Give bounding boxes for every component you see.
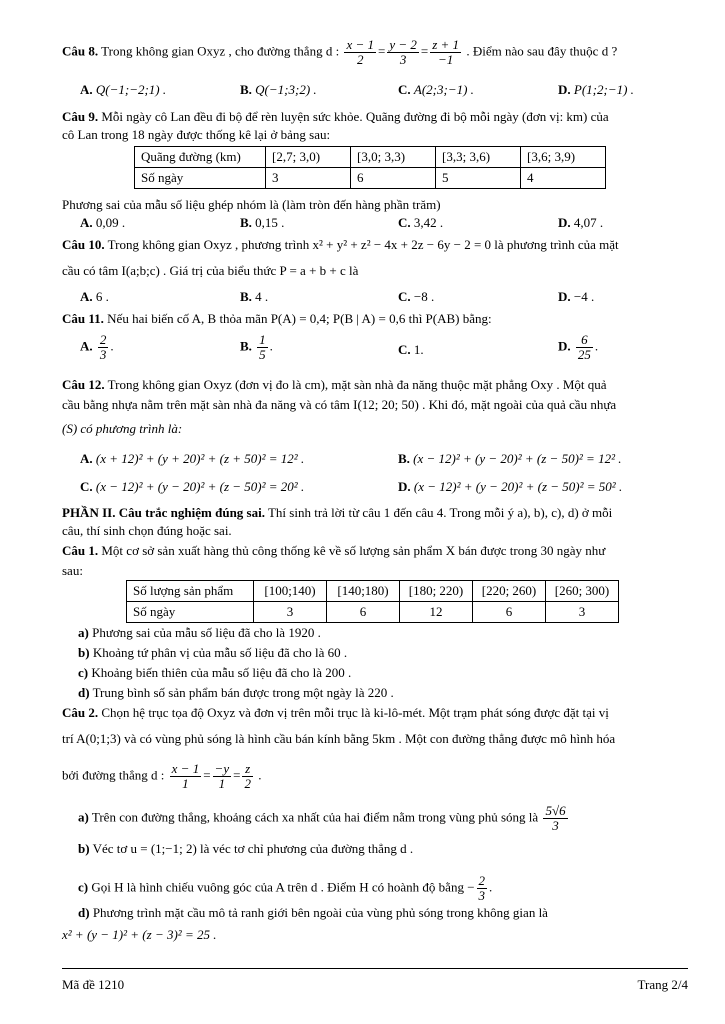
p2q1-item-c: c) Khoảng biến thiên của mẫu số liệu đã cho là 200 . bbox=[78, 665, 352, 680]
p2q1-item-b: b) Khoảng tứ phân vị của mẫu số liệu đã cho là 60 . bbox=[78, 645, 348, 660]
q9-table-cell: [3,0; 3,3) bbox=[351, 147, 436, 168]
q11-option-a: A. $\frac{2}{3}$ . bbox=[80, 332, 114, 362]
p2q1-table-cell: [220; 260) bbox=[473, 581, 546, 602]
q10-stem-2: cầu có tâm I(a;b;c) . Giá trị của biểu thức P = a + b + c là bbox=[62, 263, 359, 278]
p2q2-stem-2: trí A(0;1;3) và có vùng phủ sóng là hình cầu bán kính bằng 5km . Một con đường thẳng được mô hình hóa bbox=[62, 731, 616, 746]
q10-option-a: A. 6 . bbox=[80, 289, 109, 304]
p2q2-item-a: a) Trên con đường thẳng, khoảng cách xa nhất của hai điểm nằm trong vùng phủ sóng là $\frac{5√6}{3}$ bbox=[78, 803, 566, 833]
p2q1-table-cell: [260; 300) bbox=[546, 581, 619, 602]
p2q1-table-header: Số ngày bbox=[127, 602, 254, 623]
q9-table bbox=[134, 146, 606, 189]
part2-heading: PHẦN II. Câu trắc nghiệm đúng sai. Thí sinh trả lời từ câu 1 đến câu 4. Trong mỗi ý a), b), c), d) ở mỗi bbox=[62, 505, 613, 520]
q11-option-b: B. $\frac{1}{5}$ . bbox=[240, 332, 273, 362]
q8-frac2: $\frac{y - 2}{3}$ bbox=[389, 37, 417, 67]
q11-option-d: D. $\frac{6}{25}$ . bbox=[558, 332, 599, 362]
p2q1-stem-1: Câu 1. Một cơ sở sản xuất hàng thủ công thống kê về số lượng sản phẩm X bán được trong 30 ngày như bbox=[62, 543, 606, 558]
q9-table-cell: 3 bbox=[266, 168, 351, 189]
p2q1-item-a: a) Phương sai của mẫu số liệu đã cho là 1920 . bbox=[78, 625, 321, 640]
q8-stem: Câu 8. Trong không gian Oxyz , cho đường thẳng d : $\frac{x - 1}{2}$ = $\frac{y - 2}{3}$ = $\frac{z + 1}{-1}$ . Điểm nào sau đây thuộc d ? bbox=[62, 37, 618, 67]
q12-stem-3: (S) có phương trình là: bbox=[62, 421, 183, 436]
q9-option-a: A. 0,09 . bbox=[80, 215, 126, 230]
p2q1-table-cell: 3 bbox=[546, 602, 619, 623]
p2q1-table-cell: 3 bbox=[254, 602, 327, 623]
p2q1-table-cell: 6 bbox=[473, 602, 546, 623]
q8-label: Câu 8. bbox=[62, 43, 99, 59]
q10-option-b: B. 4 . bbox=[240, 289, 269, 304]
q12-option-b: B. (x − 12)² + (y − 20)² + (z − 50)² = 12² . bbox=[398, 451, 622, 466]
q8-tail: . Điểm nào sau đây thuộc d ? bbox=[466, 43, 618, 59]
q10-option-d: D. −4 . bbox=[558, 289, 595, 304]
q12-stem-1: Câu 12. Trong không gian Oxyz (đơn vị đo là cm), mặt sàn nhà đa năng thuộc mặt phẳng Oxy . Một quả bbox=[62, 377, 607, 392]
page-footer bbox=[62, 968, 688, 992]
q12-stem-2: cầu bằng nhựa nằm trên mặt sàn nhà đa năng và có tâm I(12; 20; 50) . Khi đó, mặt ngoài của quả cầu nhựa bbox=[62, 397, 617, 412]
q12-option-a: A. (x + 12)² + (y + 20)² + (z + 50)² = 12² . bbox=[80, 451, 305, 466]
p2q1-stem-2: sau: bbox=[62, 563, 83, 578]
exam-code: Mã đề 1210 bbox=[62, 977, 125, 992]
q9-table-cell: 4 bbox=[521, 168, 606, 189]
q9-stem-1: Câu 9. Mỗi ngày cô Lan đều đi bộ để rèn luyện sức khỏe. Quãng đường đi bộ mỗi ngày (đơn vị: km) của bbox=[62, 109, 609, 124]
p2q1-item-d: d) Trung bình số sản phẩm bán được trong một ngày là 220 . bbox=[78, 685, 394, 700]
q8-option-c: C. A(2;3;−1) . bbox=[398, 82, 474, 97]
q10-stem-1: Câu 10. Trong không gian Oxyz , phương trình x² + y² + z² − 4x + 2z − 6y − 2 = 0 là phương trình của mặt bbox=[62, 237, 619, 252]
p2q2-stem-3: bởi đường thẳng d : $\frac{x - 1}{1}$ = $\frac{-y}{1}$ = $\frac{z}{2}$ . bbox=[62, 761, 262, 791]
q9-table-header: Quãng đường (km) bbox=[135, 147, 266, 168]
q10-option-c: C. −8 . bbox=[398, 289, 435, 304]
part2-heading-2: câu, thí sinh chọn đúng hoặc sai. bbox=[62, 523, 232, 538]
q12-option-c: C. (x − 12)² + (y − 20)² + (z − 50)² = 20² . bbox=[80, 479, 305, 494]
page-number: Trang 2/4 bbox=[637, 977, 688, 992]
q9-table-cell: [2,7; 3,0) bbox=[266, 147, 351, 168]
p2q1-table-cell: [100;140) bbox=[254, 581, 327, 602]
q8-frac3: $\frac{z + 1}{-1}$ bbox=[432, 37, 460, 67]
q8-option-b: B. Q(−1;3;2) . bbox=[240, 82, 317, 97]
q8-text: Trong không gian Oxyz , cho đường thẳng d : bbox=[101, 43, 340, 59]
p2q1-table-cell: [180; 220) bbox=[400, 581, 473, 602]
q9-question: Phương sai của mẫu số liệu ghép nhóm là (làm tròn đến hàng phần trăm) bbox=[62, 197, 441, 212]
q9-option-d: D. 4,07 . bbox=[558, 215, 604, 230]
q9-option-b: B. 0,15 . bbox=[240, 215, 285, 230]
p2q2-item-d-equation: x² + (y − 1)² + (z − 3)² = 25 . bbox=[62, 927, 217, 942]
q9-table-cell: 6 bbox=[351, 168, 436, 189]
p2q1-table bbox=[126, 580, 619, 623]
q8-option-d: D. P(1;2;−1) . bbox=[558, 82, 634, 97]
q8-option-a: A. Q(−1;−2;1) . bbox=[80, 82, 167, 97]
p2q1-table-cell: 12 bbox=[400, 602, 473, 623]
q11-stem: Câu 11. Nếu hai biến cố A, B thỏa mãn P(A) = 0,4; P(B | A) = 0,6 thì P(AB) bằng: bbox=[62, 311, 492, 326]
p2q1-table-header: Số lượng sản phẩm bbox=[127, 581, 254, 602]
q8-frac1: $\frac{x - 1}{2}$ bbox=[346, 37, 374, 67]
q9-stem-2: cô Lan trong 18 ngày được thống kê lại ở bảng sau: bbox=[62, 127, 331, 142]
q9-table-cell: [3,3; 3,6) bbox=[436, 147, 521, 168]
p2q2-item-b: b) Véc tơ u = (1;−1; 2) là véc tơ chỉ phương của đường thẳng d . bbox=[78, 841, 414, 856]
q9-option-c: C. 3,42 . bbox=[398, 215, 444, 230]
q12-option-d: D. (x − 12)² + (y − 20)² + (z − 50)² = 50² . bbox=[398, 479, 623, 494]
q9-table-cell: [3,6; 3,9) bbox=[521, 147, 606, 168]
q9-table-cell: 5 bbox=[436, 168, 521, 189]
p2q2-item-d: d) Phương trình mặt cầu mô tả ranh giới bên ngoài của vùng phủ sóng trong không gian là bbox=[78, 905, 548, 920]
p2q2-stem-1: Câu 2. Chọn hệ trục tọa độ Oxyz và đơn vị trên mỗi trục là ki-lô-mét. Một trạm phát sóng được đặt tại vị bbox=[62, 705, 609, 720]
p2q2-item-c: c) Gọi H là hình chiếu vuông góc của A trên d . Điểm H có hoành độ bằng − $\frac{2}{3}$ . bbox=[78, 873, 493, 903]
p2q1-table-cell: [140;180) bbox=[327, 581, 400, 602]
q9-table-header: Số ngày bbox=[135, 168, 266, 189]
p2q1-table-cell: 6 bbox=[327, 602, 400, 623]
q11-option-c: C. 1. bbox=[398, 342, 424, 357]
